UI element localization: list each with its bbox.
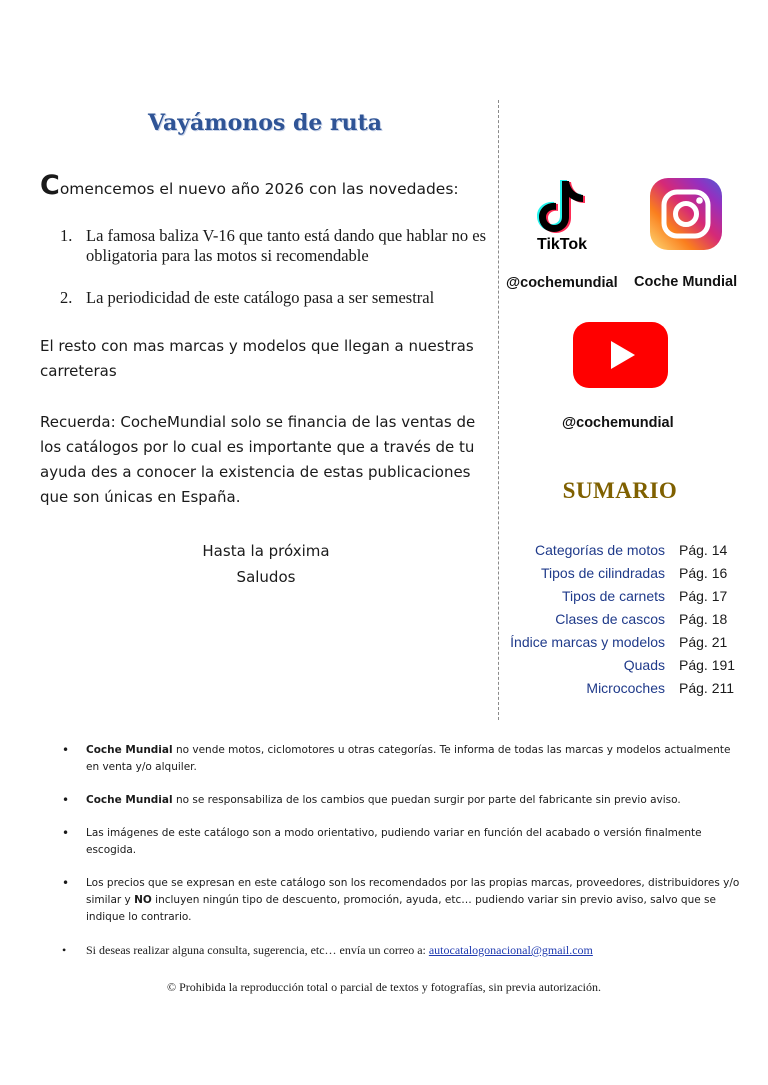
sumario-row[interactable] — [505, 676, 745, 699]
list-item — [60, 226, 490, 266]
bullet-icon: • — [62, 876, 70, 890]
sumario-row[interactable] — [505, 538, 745, 561]
sumario-page: Pág. 21 — [679, 633, 728, 650]
intro-line — [40, 170, 500, 201]
sumario-table — [505, 538, 745, 699]
tiktok-wordmark: TikTok — [536, 236, 588, 253]
bullet-icon: • — [62, 743, 70, 757]
news-list — [60, 226, 490, 330]
sumario-row[interactable] — [505, 653, 745, 676]
sumario-row[interactable] — [505, 561, 745, 584]
sumario-row[interactable] — [505, 630, 745, 653]
tiktok-logo-icon[interactable] — [522, 172, 602, 254]
disclaimer-text: no vende motos, ciclomotores u otras categorías. Te informa de todas las marcas y modelos actualmente en venta y/o alquiler. — [86, 744, 731, 773]
sumario-link[interactable]: Microcoches — [586, 679, 665, 696]
bullet-icon: • — [62, 826, 70, 840]
sumario-link[interactable]: Clases de cascos — [555, 610, 665, 627]
sumario-link[interactable]: Índice marcas y modelos — [510, 633, 665, 650]
emphasis-no: NO — [134, 894, 152, 906]
sumario-row[interactable] — [505, 584, 745, 607]
signoff — [40, 538, 492, 590]
sumario-link[interactable]: Tipos de carnets — [562, 587, 665, 604]
disclaimer-item — [62, 825, 742, 859]
sumario-page: Pág. 14 — [679, 541, 728, 558]
disclaimer-item — [62, 875, 742, 926]
intro-dropcap: C — [40, 170, 60, 201]
sumario-link[interactable]: Tipos de cilindradas — [541, 564, 665, 581]
paragraph-more-brands: El resto con mas marcas y modelos que llegan a nuestras carreteras — [40, 337, 474, 380]
instagram-handle[interactable]: Coche Mundial — [634, 274, 738, 290]
list-item-text: La periodicidad de este catálogo pasa a ser semestral — [86, 288, 435, 307]
intro-text: omencemos el nuevo año 2026 con las novedades: — [59, 180, 459, 198]
disclaimer-list — [62, 742, 742, 975]
page-title: Vayámonos de ruta — [147, 110, 383, 136]
disclaimer-text: no se responsabiliza de los cambios que puedan surgir por parte del fabricante sin previo aviso. — [172, 794, 681, 806]
sumario-title: SUMARIO — [562, 478, 678, 503]
paragraph-financing: Recuerda: CocheMundial solo se financia de las ventas de los catálogos por lo cual es importante que a través de tu ayuda des a conocer la existencia de estas publicaciones que son únicas en España. — [40, 413, 476, 506]
contact-text: Si deseas realizar alguna consulta, sugerencia, etc… envía un correo a: — [86, 943, 429, 957]
youtube-logo-icon[interactable] — [573, 322, 668, 388]
sumario-link[interactable]: Quads — [623, 656, 665, 673]
sumario-page: Pág. 18 — [679, 610, 728, 627]
disclaimer-item — [62, 942, 742, 959]
sumario-page: Pág. 17 — [679, 587, 728, 604]
brand-name: Coche Mundial — [86, 744, 173, 756]
disclaimer-text: Las imágenes de este catálogo son a modo orientativo, pudiendo variar en función del acabado o versión finalmente escogida. — [86, 827, 702, 856]
bullet-icon: • — [62, 793, 70, 807]
tiktok-handle[interactable]: @cochemundial — [506, 275, 618, 291]
list-item-number: 2. — [60, 288, 73, 307]
greeting-text: Saludos — [236, 568, 296, 586]
list-item — [60, 288, 490, 308]
column-divider — [498, 100, 499, 720]
copyright-footer: © Prohibida la reproducción total o parcial de textos y fotografías, sin previa autorización. — [167, 980, 601, 994]
brand-name: Coche Mundial — [86, 794, 173, 806]
sumario-link[interactable]: Categorías de motos — [535, 541, 665, 558]
youtube-handle[interactable]: @cochemundial — [562, 415, 674, 431]
list-item-number: 1. — [60, 226, 73, 245]
sumario-row[interactable] — [505, 607, 745, 630]
bullet-icon: • — [62, 943, 67, 957]
contact-email-link[interactable]: autocatalogonacional@gmail.com — [428, 943, 593, 957]
instagram-logo-icon[interactable] — [650, 178, 722, 250]
sumario-page: Pág. 16 — [679, 564, 728, 581]
disclaimer-text: Los precios que se expresan en este catálogo son los recomendados por las propias marcas, proveedores, distribuidores y/o similar y — [86, 877, 740, 906]
sumario-page: Pág. 211 — [679, 679, 735, 696]
farewell-text: Hasta la próxima — [202, 542, 330, 560]
disclaimer-item — [62, 792, 742, 809]
sumario-page: Pág. 191 — [679, 656, 736, 673]
list-item-text: La famosa baliza V-16 que tanto está dando que hablar no es obligatoria para las motos si recomendable — [86, 226, 486, 265]
disclaimer-text: incluyen ningún tipo de descuento, promoción, ayuda, etc… pudiendo variar sin previo aviso, salvo que se indique lo contrario. — [86, 894, 716, 923]
disclaimer-item — [62, 742, 742, 776]
